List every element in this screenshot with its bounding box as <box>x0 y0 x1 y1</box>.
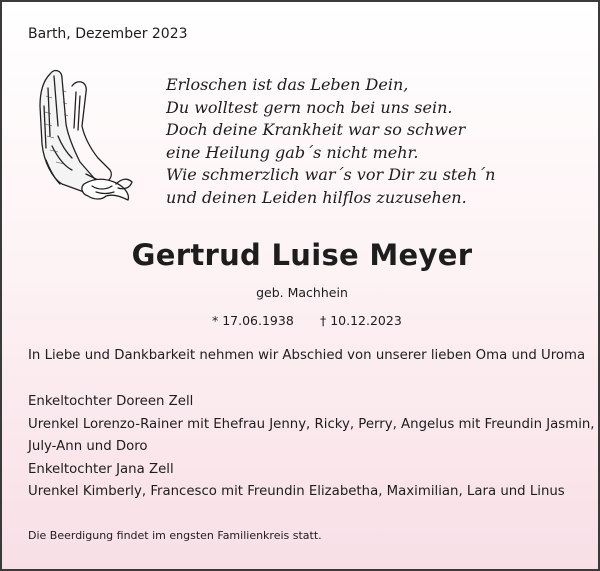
death-date: † 10.12.2023 <box>320 313 402 328</box>
place-date: Barth, Dezember 2023 <box>28 26 188 42</box>
birth-name: geb. Machhein <box>256 285 348 300</box>
farewell-intro: In Liebe und Dankbarkeit nehmen wir Abschied von unserer lieben Oma und Uroma <box>28 348 586 363</box>
mourners-list <box>28 391 595 504</box>
funeral-note: Die Beerdigung findet im engsten Familienkreis statt. <box>28 529 322 542</box>
deceased-name: Gertrud Luise Meyer <box>131 238 473 272</box>
poem <box>166 74 586 210</box>
poem-line: Doch deine Krankheit war so schwer <box>166 120 466 140</box>
birth-date: * 17.06.1938 <box>212 313 294 328</box>
mourner-line: Enkeltochter Jana Zell <box>28 461 174 477</box>
mourner-line: July-Ann und Doro <box>28 439 148 455</box>
poem-line: eine Heilung gab´s nicht mehr. <box>166 142 419 162</box>
poem-line: Du wolltest gern noch bei uns sein. <box>166 97 453 117</box>
mourner-line: Urenkel Kimberly, Francesco mit Freundin Elizabetha, Maximilian, Lara und Linus <box>28 484 565 500</box>
poem-line: und deinen Leiden hilflos zuzusehen. <box>166 187 467 207</box>
mourner-line: Enkeltochter Doreen Zell <box>28 394 194 409</box>
praying-hands-icon <box>32 66 142 206</box>
poem-line: Wie schmerzlich war´s vor Dir zu steh´n <box>166 165 496 185</box>
poem-line: Erloschen ist das Leben Dein, <box>166 75 409 94</box>
mourner-line: Urenkel Lorenzo-Rainer mit Ehefrau Jenny, Ricky, Perry, Angelus mit Freundin Jasmin, <box>28 416 595 432</box>
